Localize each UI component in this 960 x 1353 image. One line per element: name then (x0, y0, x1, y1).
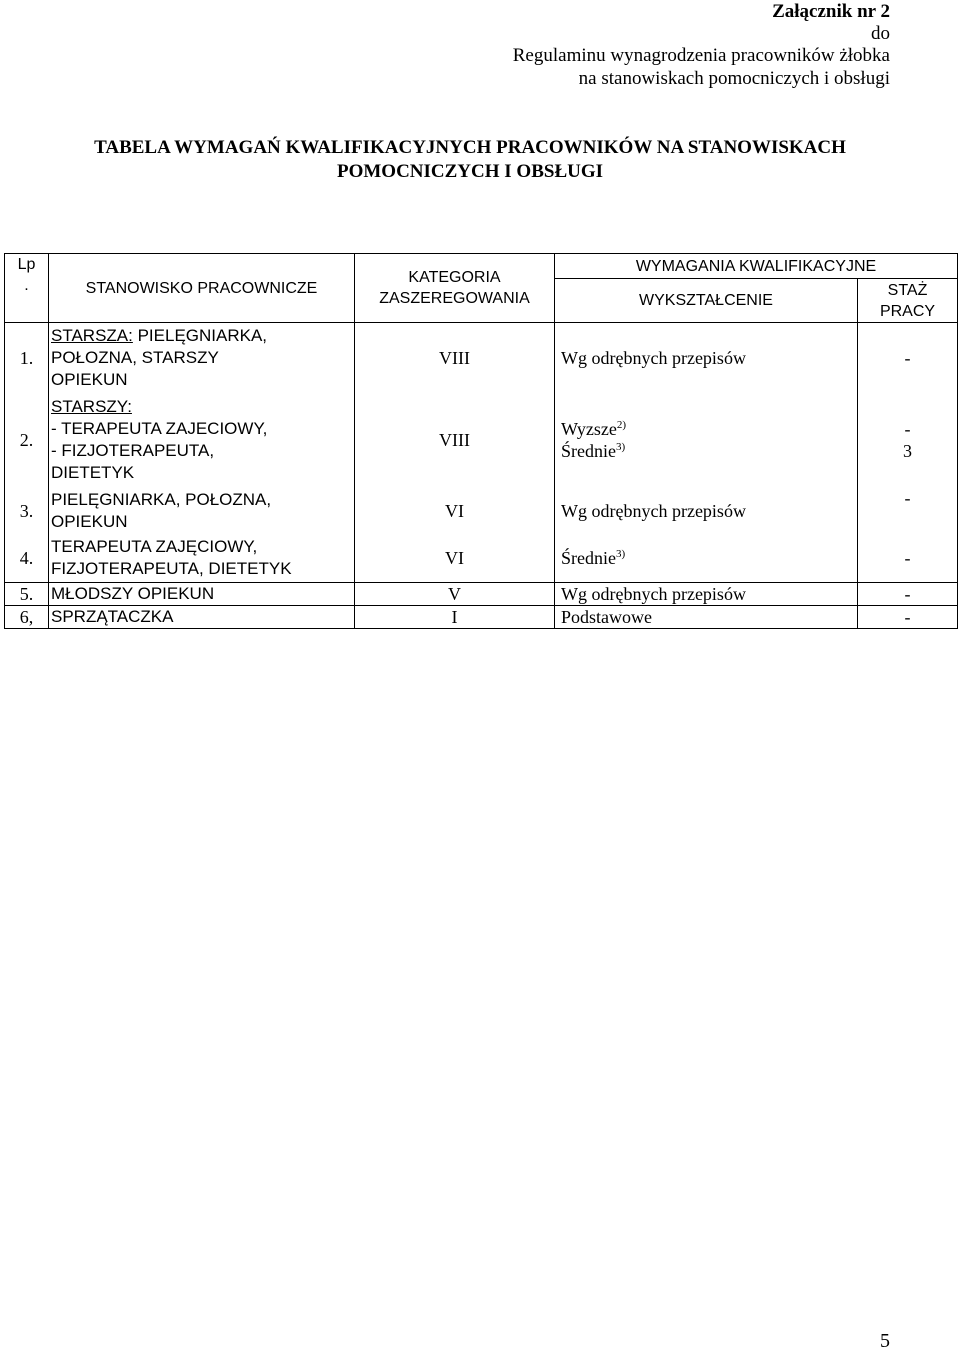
page-number: 5 (880, 1330, 890, 1352)
row-1-education: Wg odrębnych przepisów (555, 323, 858, 393)
regulation-line-2: na stanowiskach pomocniczych i obsługi (578, 68, 890, 89)
header-lp: Lp . (5, 254, 49, 323)
table-row (5, 535, 958, 583)
row-4-lp: 4. (5, 535, 49, 583)
document-title (40, 136, 900, 184)
table-row (5, 606, 958, 629)
header-position: STANOWISKO PRACOWNICZE (49, 254, 355, 323)
row-6-position: SPRZĄTACZKA (49, 606, 355, 629)
header-requirements: WYMAGANIA KWALIFIKACYJNE (555, 254, 958, 279)
row-2-seniority: - 3 (858, 393, 958, 487)
table-row (5, 323, 958, 393)
row-5-seniority: - (858, 583, 958, 606)
header-seniority: STAŻ PRACY (858, 279, 958, 323)
row-2-category: VIII (355, 393, 555, 487)
row-1-seniority: - (858, 323, 958, 393)
row-5-category: V (355, 583, 555, 606)
table-header-row (5, 254, 958, 279)
table-row (5, 393, 958, 487)
row-2-education: Wyzsze$^{2)}$ Średnie$^{3)}$ (555, 393, 858, 487)
annex-label: Załącznik nr 2 (772, 1, 890, 22)
row-3-category: VI (355, 487, 555, 535)
row-1-position: STARSZA: PIELĘGNIARKA, POŁOZNA, STARSZY OPIEKUN (49, 323, 355, 393)
row-5-education: Wg odrębnych przepisów (555, 583, 858, 606)
row-3-education: Wg odrębnych przepisów (555, 487, 858, 535)
row-2-position: STARSZY: - TERAPEUTA ZAJECIOWY, - FIZJOTERAPEUTA, DIETETYK (49, 393, 355, 487)
row-4-position: TERAPEUTA ZAJĘCIOWY, FIZJOTERAPEUTA, DIETETYK (49, 535, 355, 583)
title-line-1: TABELA WYMAGAŃ KWALIFIKACYJNYCH PRACOWNIKÓW NA STANOWISKACH (94, 137, 846, 158)
row-3-seniority: - (858, 487, 958, 535)
row-5-lp: 5. (5, 583, 49, 606)
row-3-position: PIELĘGNIARKA, POŁOZNA, OPIEKUN (49, 487, 355, 535)
row-3-lp: 3. (5, 487, 49, 535)
row-6-category: I (355, 606, 555, 629)
regulation-line-1: Regulaminu wynagrodzenia pracowników żłobka (512, 45, 890, 66)
row-5-position: MŁODSZY OPIEKUN (49, 583, 355, 606)
table-row (5, 487, 958, 535)
header-category: KATEGORIA ZASZEREGOWANIA (355, 254, 555, 323)
table-row (5, 583, 958, 606)
row-6-seniority: - (858, 606, 958, 629)
header-education: WYKSZTAŁCENIE (555, 279, 858, 323)
title-line-2: POMOCNICZYCH I OBSŁUGI (336, 161, 604, 182)
row-4-seniority: - (858, 535, 958, 583)
row-2-lp: 2. (5, 393, 49, 487)
qualification-table (4, 253, 958, 629)
row-1-lp: 1. (5, 323, 49, 393)
annex-to: do (871, 23, 890, 44)
row-1-category: VIII (355, 323, 555, 393)
row-4-category: VI (355, 535, 555, 583)
row-6-lp: 6, (5, 606, 49, 629)
row-6-education: Podstawowe (555, 606, 858, 629)
row-4-education: Średnie$^{3)}$ (555, 535, 858, 583)
